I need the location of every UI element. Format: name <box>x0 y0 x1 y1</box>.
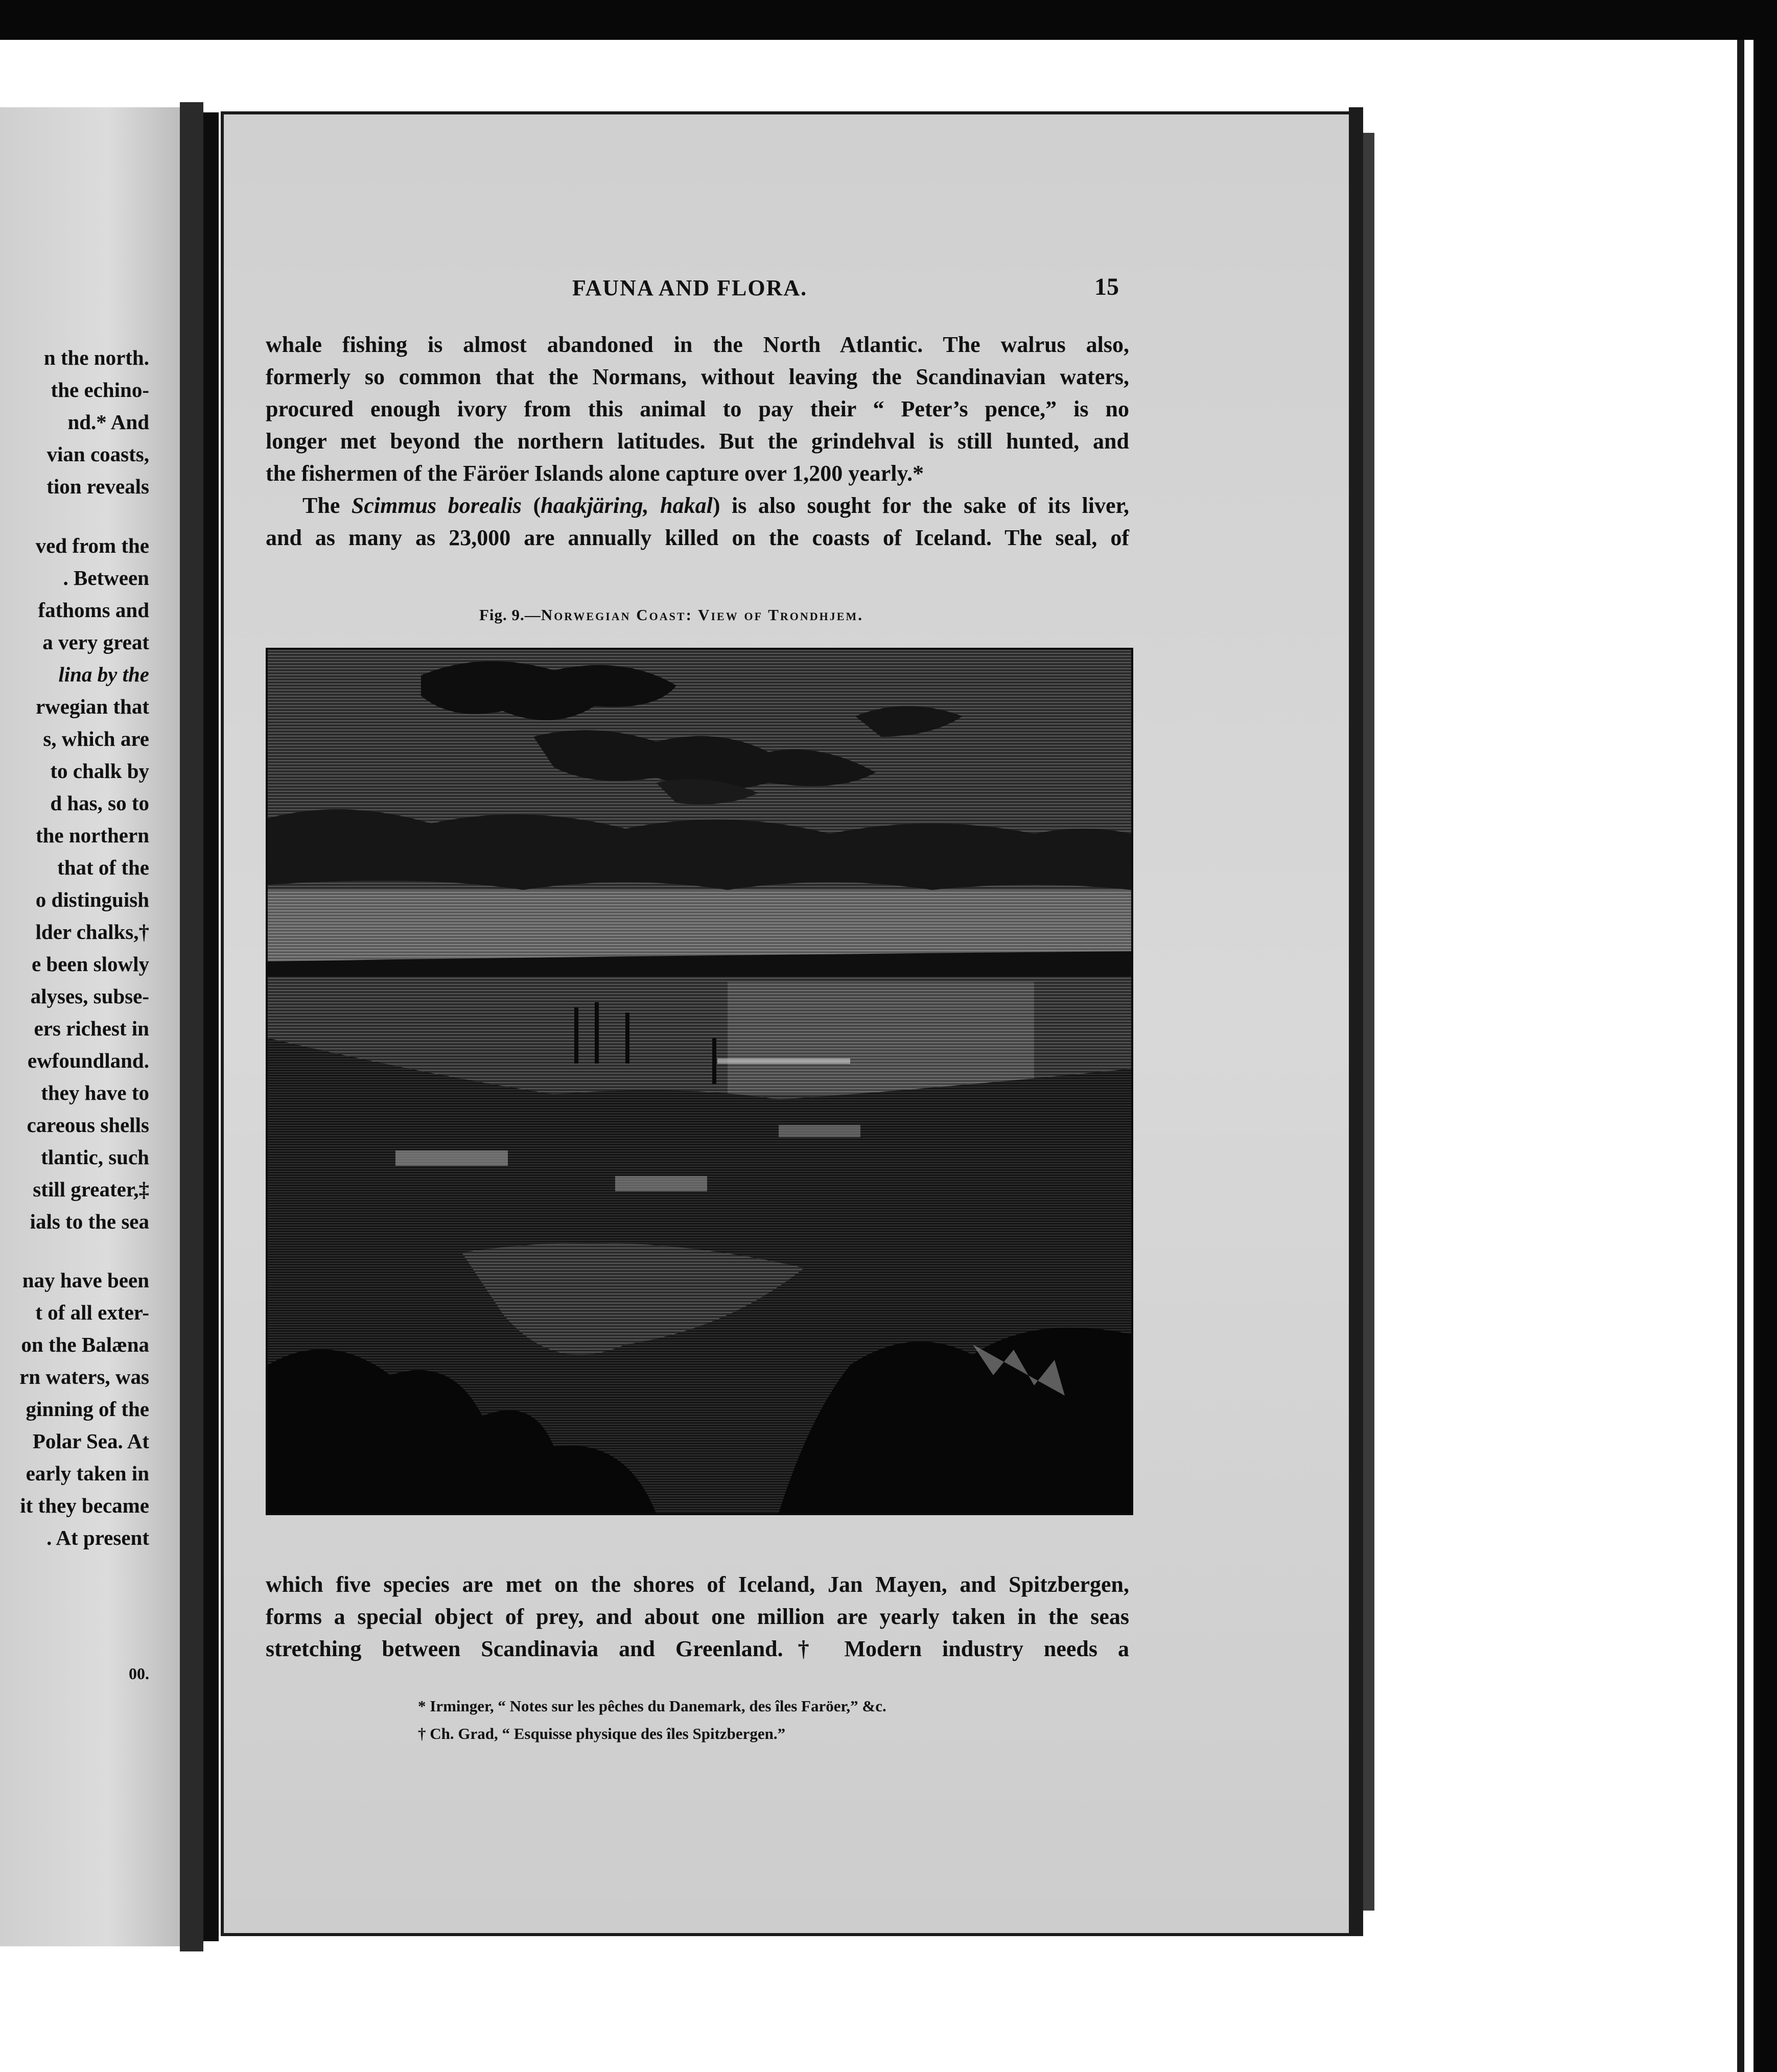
left-text-line: tlantic, such <box>41 1145 149 1169</box>
left-text-line: rn waters, was <box>19 1365 149 1388</box>
left-text-line: early taken in <box>26 1462 149 1485</box>
book-gutter <box>180 102 203 1951</box>
left-text-line: ginning of the <box>26 1397 149 1421</box>
footnote: * Irminger, “ Notes sur les pêches du Danemark, des îles Faröer,” &c. <box>418 1697 886 1715</box>
text-line: forms a special object of prey, and about one million are yearly taken in the seas <box>266 1604 1129 1629</box>
left-text-line: d has, so to <box>50 791 149 815</box>
left-text-line: alyses, subse- <box>30 984 149 1008</box>
left-text-line: . At present <box>46 1526 149 1549</box>
footnote: † Ch. Grad, “ Esquisse physique des îles Spitzbergen.” <box>418 1725 786 1743</box>
building-highlight <box>395 1150 508 1166</box>
left-text-line: careous shells <box>27 1113 149 1137</box>
left-text-line: ewfoundland. <box>27 1049 149 1072</box>
left-text-line: nay have been <box>22 1268 149 1292</box>
right-border <box>1753 0 1777 2072</box>
left-text-line: fathoms and <box>38 598 149 622</box>
body-text-top <box>266 328 1129 554</box>
left-text-line: e been slowly <box>31 952 149 976</box>
ship-mast <box>712 1038 716 1084</box>
text-line: the fishermen of the Färöer Islands alone capture over 1,200 yearly.* <box>266 461 924 486</box>
page-number: 15 <box>1094 273 1119 300</box>
figure-caption <box>479 606 863 624</box>
ship-mast <box>625 1013 629 1064</box>
water-reflection <box>728 982 1034 1094</box>
text-line: longer met beyond the northern latitudes. But the grindehval is still hunted, and <box>266 429 1129 454</box>
left-text-line: that of the <box>57 856 149 879</box>
text-run: ( <box>521 493 541 518</box>
left-text-line: lina by the <box>58 663 149 686</box>
text-run: The <box>302 493 352 518</box>
text-line <box>266 489 1129 522</box>
species-name: Scimmus borealis <box>351 493 522 518</box>
ship-mast <box>574 1007 578 1064</box>
text-line: stretching between Scandinavia and Greenland.† Modern industry needs a <box>266 1636 1129 1661</box>
left-page <box>0 107 180 1946</box>
left-text-line: on the Balæna <box>21 1333 149 1356</box>
horizon-light <box>268 890 1131 961</box>
left-text-line: a very great <box>42 630 149 654</box>
text-line: and as many as 23,000 are annually killed on the coasts of Iceland. The seal, of <box>266 525 1129 550</box>
left-text-line: t of all exter- <box>35 1301 149 1324</box>
left-text-line: lder chalks,† <box>35 920 149 944</box>
text-line: procured enough ivory from this animal to pay their “ Peter’s pence,” is no <box>266 396 1129 421</box>
figure-label: Fig. 9.— <box>479 606 541 624</box>
left-text-line: ved from the <box>35 534 149 557</box>
text-line: which five species are met on the shores of Iceland, Jan Mayen, and Spitzbergen, <box>266 1572 1129 1597</box>
text-line: formerly so common that the Normans, without leaving the Scandinavian waters, <box>266 364 1129 389</box>
building-highlight <box>779 1125 860 1137</box>
left-text-line: s, which are <box>43 727 149 750</box>
running-head: FAUNA AND FLORA. <box>572 275 808 300</box>
left-text-line: still greater,‡ <box>33 1178 149 1201</box>
text-run: ) is also sought for the sake of its liver, <box>712 493 1129 518</box>
text-line: whale fishing is almost abandoned in the North Atlantic. The walrus also, <box>266 332 1129 357</box>
top-border <box>0 0 1777 40</box>
body-text-bottom <box>266 1568 1129 1665</box>
left-text-line: ers richest in <box>34 1017 149 1040</box>
left-text-line: ials to the sea <box>30 1210 149 1233</box>
left-text-line: o distinguish <box>35 888 149 911</box>
page-edge-shadow <box>1349 107 1363 1936</box>
left-page-footer: 00. <box>129 1664 149 1683</box>
left-text-line: it they became <box>20 1494 149 1517</box>
building-highlight <box>615 1176 707 1191</box>
figure-engraving <box>266 648 1133 1515</box>
left-text-line: rwegian that <box>35 695 149 718</box>
left-text-line: to chalk by <box>50 759 149 783</box>
left-text-line: vian coasts, <box>46 442 149 466</box>
left-text-line: the echino- <box>51 378 149 402</box>
left-text-line: n the north. <box>43 346 149 369</box>
book-gutter-shadow <box>203 112 219 1941</box>
left-text-line: they have to <box>41 1081 149 1104</box>
left-text-line: . Between <box>63 566 149 590</box>
right-border-inner <box>1737 40 1744 2072</box>
figure-title: Norwegian Coast: View of Trondhjem. <box>541 606 863 624</box>
left-text-line: Polar Sea. At <box>32 1429 149 1453</box>
ship-mast <box>595 1002 599 1064</box>
local-names: haakjäring, hakal <box>541 493 713 518</box>
left-text-line: the northern <box>35 823 149 847</box>
pier <box>717 1058 850 1064</box>
left-text-line: nd.* And <box>67 410 149 434</box>
page-edge-shadow <box>1363 133 1374 1911</box>
left-text-line: tion reveals <box>46 475 149 498</box>
